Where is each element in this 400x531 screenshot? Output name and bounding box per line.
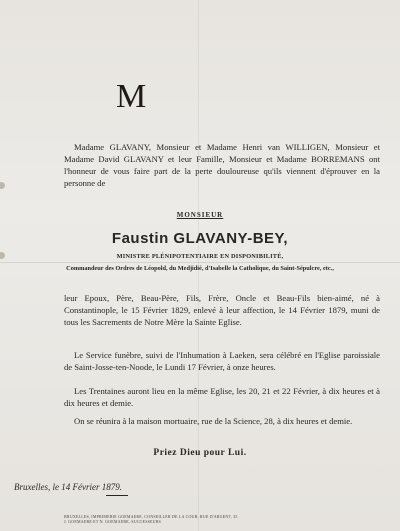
paper-fold-horizontal	[0, 262, 400, 263]
reunion-paragraph: On se réunira à la maison mortuaire, rue de la Science, 28, à dix heures et demie.	[74, 416, 353, 426]
salutation: MONSIEUR	[176, 211, 224, 219]
deceased-honours: Commandeur des Ordres de Léopold, du Medjidié, d'Isabelle la Catholique, du Saint-Sépulcre, etc.,	[66, 265, 334, 272]
place-and-date	[14, 482, 122, 492]
imprint-line: J. GOEMAERE ET N. GOEMAERE, SUCCESSEURS	[64, 519, 162, 524]
deceased-title: MINISTRE PLÉNIPOTENTIAIRE EN DISPONIBILITÉ,	[116, 253, 284, 260]
date-underline	[106, 495, 128, 496]
intro-paragraph: Madame GLAVANY, Monsieur et Madame Henri van WILLIGEN, Monsieur et Madame David GLAVANY et leur Famille, Monsieur et Madame BORREMANS ont l'honneur de vous faire part de la perte douloureuse qu'ils viennent d'éprouver en la personne de	[64, 142, 380, 188]
trentaines-paragraph: Les Trentaines auront lieu en la même Eglise, les 20, 21 et 22 Février, à dix heures et à dix heures et demie.	[64, 386, 380, 408]
service-paragraph: Le Service funèbre, suivi de l'Inhumation à Laeken, sera célébré en l'Eglise paroissiale de Saint-Josse-ten-Noode, le Lundi 17 Février, à onze heures.	[64, 350, 380, 372]
printer-imprint	[64, 514, 364, 524]
deceased-name: Faustin GLAVANY-BEY,	[111, 230, 289, 247]
initial-letter: M	[116, 78, 147, 115]
place-date-text: Bruxelles, le 14 Février 1879.	[14, 482, 122, 492]
relations-paragraph: leur Epoux, Père, Beau-Père, Fils, Frère, Oncle et Beau-Fils bien-aimé, né à Constantinople, le 15 Février 1829, enlevé à leur affection, le 14 Février 1879, muni de tous les Sacrements de Notre Mère la Sainte Eglise.	[64, 293, 380, 327]
imprint-line: BRUXELLES, IMPRIMERIE GOEMAERE, CONSEILLER DE LA COUR, RUE D'ARGENT, 35	[64, 514, 238, 519]
closing-prayer: Priez Dieu pour Lui.	[153, 448, 247, 458]
binding-hole-icon	[0, 182, 5, 189]
